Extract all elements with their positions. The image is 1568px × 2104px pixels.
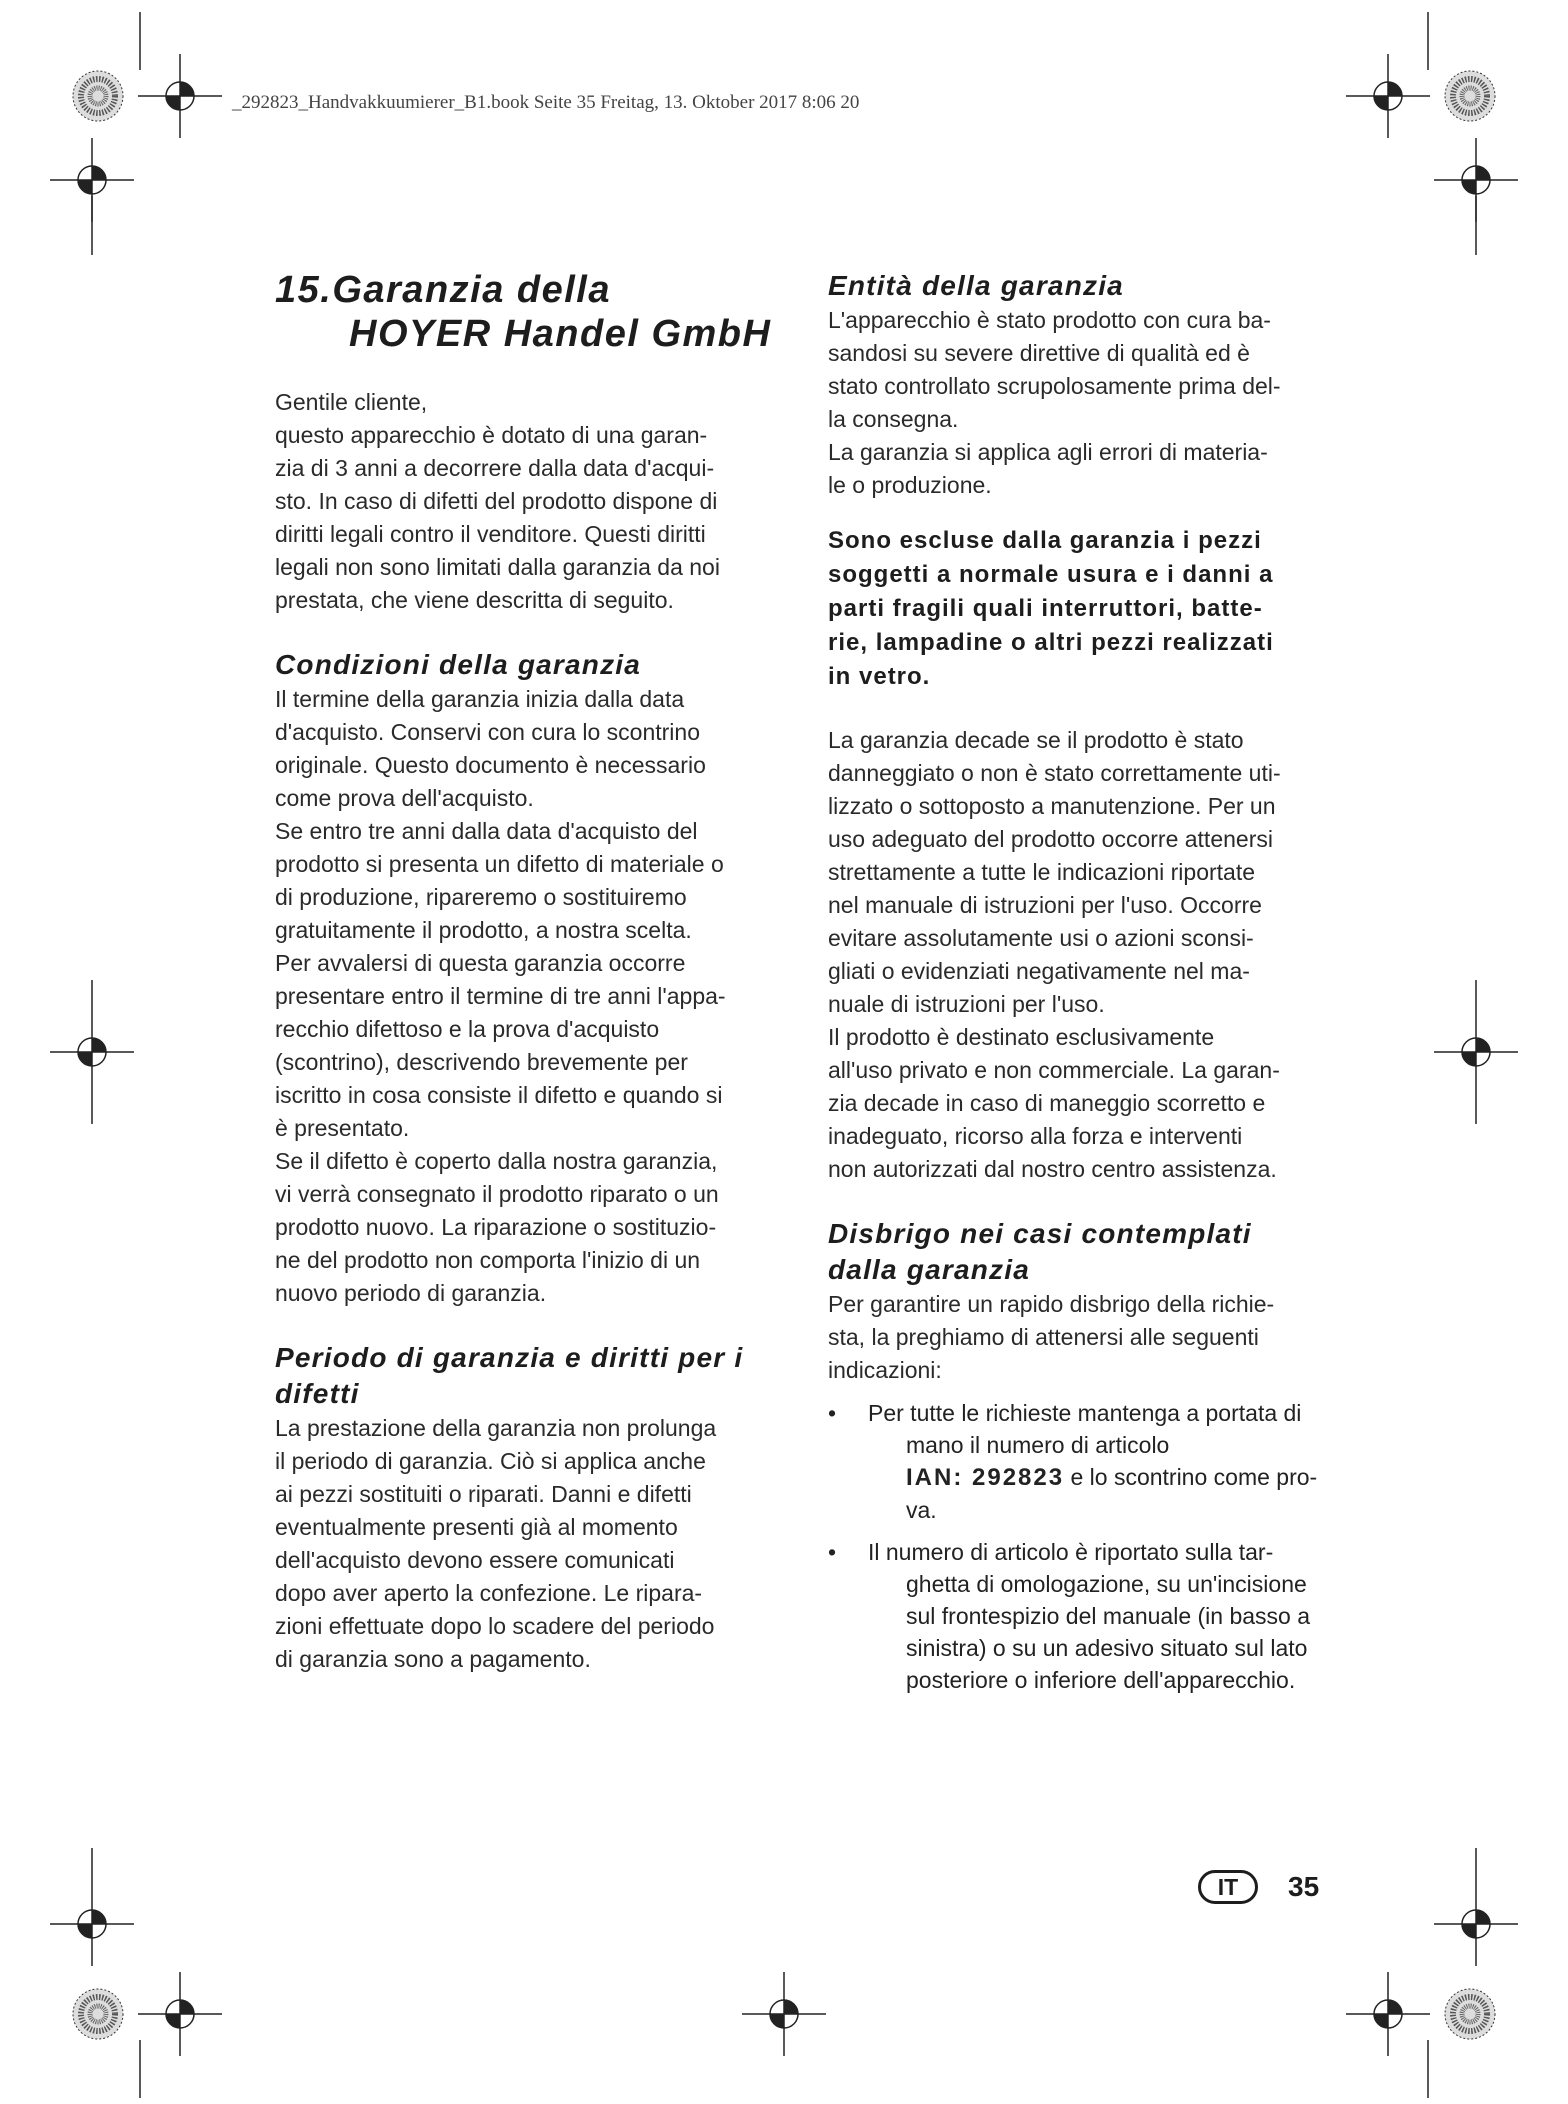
- text-line: originale. Questo documento è necessario: [275, 752, 706, 778]
- text-line: Per tutte le richieste mantenga a portata di: [868, 1400, 1302, 1426]
- text-line: La garanzia decade se il prodotto è stato: [828, 727, 1244, 753]
- text-line: Per avvalersi di questa garanzia occorre: [275, 950, 686, 976]
- bullet-icon: •: [828, 1539, 837, 1565]
- void-paragraph: [828, 724, 1353, 1186]
- text-line: Per garantire un rapido disbrigo della richie-: [828, 1291, 1275, 1317]
- text-line: soggetti a normale usura e i danni a: [828, 561, 1274, 588]
- text-line: Il termine della garanzia inizia dalla data: [275, 686, 685, 712]
- text-line: [868, 1461, 1353, 1494]
- text-line: dopo aver aperto la confezione. Le ripara-: [275, 1580, 703, 1606]
- text-fragment: e lo scontrino come pro-: [1064, 1464, 1318, 1490]
- text-line: (scontrino), descrivendo brevemente per: [275, 1049, 688, 1075]
- page-number: 35: [1288, 1871, 1320, 1902]
- text-line: gliati o evidenziati negativamente nel ma-: [828, 958, 1250, 984]
- text-line: nuale di istruzioni per l'uso.: [828, 991, 1105, 1017]
- period-heading: [275, 1340, 795, 1412]
- text-line: sinistra) o su un adesivo situato sul lato: [906, 1635, 1308, 1661]
- text-line: presentare entro il termine di tre anni l'appa-: [275, 983, 726, 1009]
- text-line: come prova dell'acquisto.: [275, 785, 534, 811]
- text-line: la consegna.: [828, 406, 959, 432]
- text-line: sto. In caso di difetti del prodotto dispone di: [275, 488, 718, 514]
- handling-paragraph: [828, 1288, 1353, 1387]
- text-line: ne del prodotto non comporta l'inizio di un: [275, 1247, 701, 1273]
- chapter-title: [275, 268, 795, 356]
- left-column: [275, 268, 795, 1676]
- text-line: indicazioni:: [828, 1357, 942, 1383]
- text-line: La garanzia si applica agli errori di materia-: [828, 439, 1268, 465]
- text-line: in vetro.: [828, 663, 931, 690]
- text-line: parti fragili quali interruttori, batte-: [828, 595, 1263, 622]
- text-line: eventualmente presenti già al momento: [275, 1514, 678, 1540]
- text-line: sta, la preghiamo di attenersi alle seguenti: [828, 1324, 1259, 1350]
- intro-paragraph: [275, 386, 795, 617]
- handling-heading: [828, 1216, 1353, 1288]
- text-line: è presentato.: [275, 1115, 410, 1141]
- text-line: Il numero di articolo è riportato sulla tar-: [868, 1539, 1274, 1565]
- text-line: mano il numero di articolo: [906, 1432, 1170, 1458]
- period-heading-line-1: Periodo di garanzia e diritti per i: [275, 1342, 744, 1373]
- list-item: [828, 1536, 1353, 1696]
- print-file-header: _292823_Handvakkuumierer_B1.book Seite 35 Freitag, 13. Oktober 2017 8:06 20: [232, 92, 860, 113]
- text-line: danneggiato o non è stato correttamente uti-: [828, 760, 1281, 786]
- text-line: zioni effettuate dopo lo scadere del periodo: [275, 1613, 715, 1639]
- text-line: prodotto si presenta un difetto di materiale o: [275, 851, 724, 877]
- list-item: [828, 1397, 1353, 1526]
- text-line: rie, lampadine o altri pezzi realizzati: [828, 629, 1274, 656]
- text-line: recchio difettoso e la prova d'acquisto: [275, 1016, 660, 1042]
- text-line: ghetta di omologazione, su un'incisione: [906, 1571, 1307, 1597]
- text-line: uso adeguato del prodotto occorre attenersi: [828, 826, 1273, 852]
- text-line: va.: [906, 1497, 937, 1523]
- text-line: strettamente a tutte le indicazioni riportate: [828, 859, 1256, 885]
- text-line: iscritto in cosa consiste il difetto e quando si: [275, 1082, 723, 1108]
- text-line: La prestazione della garanzia non prolunga: [275, 1415, 717, 1441]
- text-line: nel manuale di istruzioni per l'uso. Occorre: [828, 892, 1262, 918]
- text-line: gratuitamente il prodotto, a nostra scelta.: [275, 917, 692, 943]
- text-line: prodotto nuovo. La riparazione o sostituzio-: [275, 1214, 717, 1240]
- text-line: di garanzia sono a pagamento.: [275, 1646, 591, 1672]
- text-line: di produzione, ripareremo o sostituiremo: [275, 884, 687, 910]
- text-line: nuovo periodo di garanzia.: [275, 1280, 547, 1306]
- text-line: stato controllato scrupolosamente prima del-: [828, 373, 1281, 399]
- handling-heading-line-2: dalla garanzia: [828, 1254, 1030, 1285]
- text-line: vi verrà consegnato il prodotto riparato o un: [275, 1181, 719, 1207]
- text-line: legali non sono limitati dalla garanzia da noi: [275, 554, 720, 580]
- text-line: le o produzione.: [828, 472, 992, 498]
- period-heading-line-2: difetti: [275, 1378, 360, 1409]
- text-line: zia decade in caso di maneggio scorretto e: [828, 1090, 1266, 1116]
- text-line: il periodo di garanzia. Ciò si applica anche: [275, 1448, 706, 1474]
- text-line: Se il difetto è coperto dalla nostra garanzia,: [275, 1148, 718, 1174]
- text-line: Il prodotto è destinato esclusivamente: [828, 1024, 1215, 1050]
- text-line: d'acquisto. Conservi con cura lo scontrino: [275, 719, 700, 745]
- text-line: posteriore o inferiore dell'apparecchio.: [906, 1667, 1296, 1693]
- conditions-paragraph: [275, 683, 795, 1310]
- handling-heading-line-1: Disbrigo nei casi contemplati: [828, 1218, 1252, 1249]
- conditions-heading: Condizioni della garanzia: [275, 649, 642, 680]
- scope-paragraph: [828, 304, 1353, 502]
- text-line: questo apparecchio è dotato di una garan-: [275, 422, 708, 448]
- text-line: L'apparecchio è stato prodotto con cura ba-: [828, 307, 1271, 333]
- chapter-title-line-1: 15.Garanzia della: [275, 269, 611, 311]
- chapter-title-line-2: HOYER Handel GmbH: [349, 313, 772, 355]
- ian-number: IAN: 292823: [906, 1464, 1065, 1491]
- text-line: Gentile cliente,: [275, 389, 428, 415]
- period-paragraph: [275, 1412, 795, 1676]
- text-line: lizzato o sottoposto a manutenzione. Per un: [828, 793, 1276, 819]
- bullet-icon: •: [828, 1400, 837, 1426]
- text-line: ai pezzi sostituiti o riparati. Danni e difetti: [275, 1481, 692, 1507]
- text-line: sandosi su severe direttive di qualità ed è: [828, 340, 1250, 366]
- page-footer: [1198, 1870, 1319, 1904]
- text-line: Sono escluse dalla garanzia i pezzi: [828, 527, 1262, 554]
- text-line: dell'acquisto devono essere comunicati: [275, 1547, 675, 1573]
- text-line: all'uso privato e non commerciale. La garan-: [828, 1057, 1280, 1083]
- text-line: diritti legali contro il venditore. Questi diritti: [275, 521, 706, 547]
- text-line: inadeguato, ricorso alla forza e interventi: [828, 1123, 1243, 1149]
- exclusions-note: [828, 524, 1353, 694]
- text-line: Se entro tre anni dalla data d'acquisto del: [275, 818, 698, 844]
- text-line: prestata, che viene descritta di seguito.: [275, 587, 674, 613]
- language-badge: IT: [1198, 1870, 1258, 1904]
- text-line: zia di 3 anni a decorrere dalla data d'acqui-: [275, 455, 715, 481]
- text-line: non autorizzati dal nostro centro assistenza.: [828, 1156, 1277, 1182]
- scope-heading: Entità della garanzia: [828, 270, 1124, 301]
- text-line: evitare assolutamente usi o azioni sconsi-: [828, 925, 1254, 951]
- text-line: sul frontespizio del manuale (in basso a: [906, 1603, 1311, 1629]
- right-column: [828, 268, 1353, 1696]
